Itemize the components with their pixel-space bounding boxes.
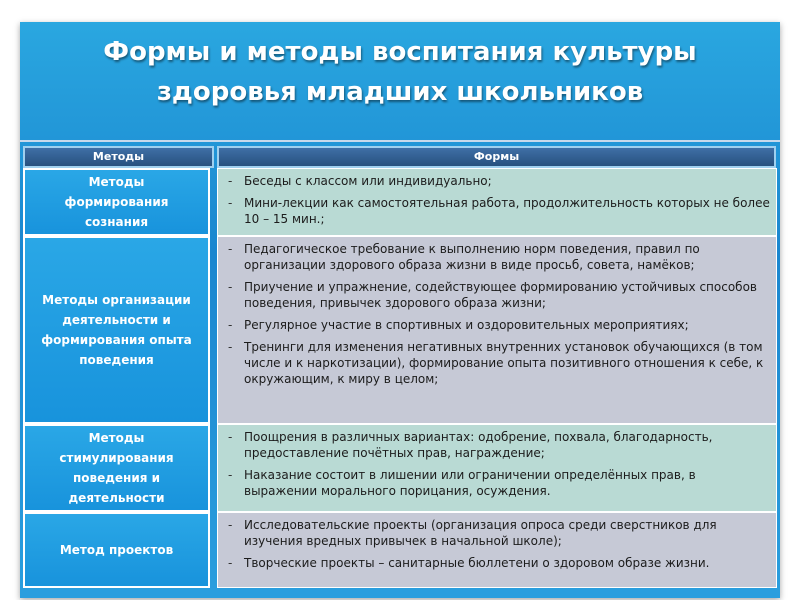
header-methods: Методы bbox=[23, 146, 214, 168]
form-item: - Творческие проекты – санитарные бюллетени о здоровом образе жизни. bbox=[224, 555, 770, 571]
title-divider bbox=[20, 140, 780, 142]
forms-cell-activity bbox=[217, 236, 777, 424]
slide bbox=[20, 22, 780, 598]
form-item: - Педагогическое требование к выполнению норм поведения, правил по организации здорового образа жизни в виде просьб, совета, намёков; bbox=[224, 241, 770, 273]
method-cell-activity bbox=[23, 236, 210, 424]
title-line-2: здоровья младших школьников bbox=[156, 77, 644, 107]
method-label: Методы организации деятельности и формирования опыта поведения bbox=[41, 293, 192, 367]
method-label: Методы стимулирования поведения и деятельности bbox=[59, 431, 174, 505]
forms-cell-projects bbox=[217, 512, 777, 588]
form-item: - Наказание состоит в лишении или ограничении определённых прав, в выражении морального порицания, осуждения. bbox=[224, 467, 770, 499]
forms-cell-stimulation bbox=[217, 424, 777, 512]
header-forms: Формы bbox=[217, 146, 776, 168]
method-cell-consciousness bbox=[23, 168, 210, 236]
form-item: - Исследовательские проекты (организация опроса среди сверстников для изучения вредных привычек в начальной школе); bbox=[224, 517, 770, 549]
forms-cell-consciousness bbox=[217, 168, 777, 236]
form-item: - Тренинги для изменения негативных внутренних установок обучающихся (в том числе и к наркотизации), формирование опыта позитивного отношения к себе, к окружающим, к миру в целом; bbox=[224, 339, 770, 387]
method-cell-stimulation bbox=[23, 424, 210, 512]
title-line-1: Формы и методы воспитания культуры bbox=[103, 37, 697, 67]
method-cell-projects bbox=[23, 512, 210, 588]
form-item: - Регулярное участие в спортивных и оздоровительных мероприятиях; bbox=[224, 317, 770, 333]
slide-title bbox=[20, 32, 780, 112]
form-item: - Приучение и упражнение, содействующее формированию устойчивых способов поведения, привычек здорового образа жизни; bbox=[224, 279, 770, 311]
form-item: - Мини-лекции как самостоятельная работа, продолжительность которых не более 10 – 15 мин.; bbox=[224, 195, 770, 227]
method-label: Метод проектов bbox=[59, 543, 174, 557]
form-item: - Беседы с классом или индивидуально; bbox=[224, 173, 770, 189]
form-item: - Поощрения в различных вариантах: одобрение, похвала, благодарность, предоставление почётных прав, награждение; bbox=[224, 429, 770, 461]
method-label: Методы формирования сознания bbox=[64, 175, 169, 229]
